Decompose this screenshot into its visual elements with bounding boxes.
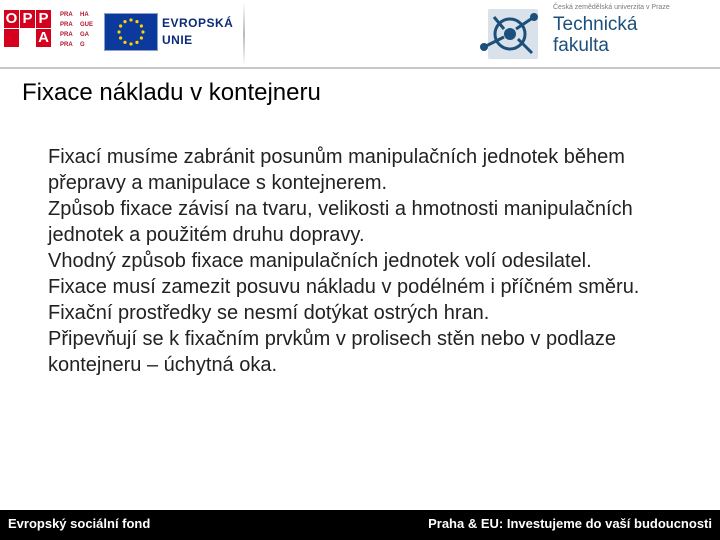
bullet-item: Fixací musíme zabránit posunům manipulačních jednotek během přepravy a manipulace s kontejnerem. xyxy=(48,146,625,194)
bullet-list xyxy=(48,144,708,378)
opp-letter: P xyxy=(36,10,51,28)
bullet-item: Fixační prostředky se nesmí dotýkat ostrých hran. xyxy=(48,302,490,324)
faculty-name-line2: fakulta xyxy=(553,35,609,56)
praha-text: PRA xyxy=(60,12,73,18)
praha-text: G xyxy=(80,42,85,48)
bullet-item: Připevňují se k fixačním prvkům v prolisech stěn nebo v podlaze kontejneru – úchytná oka. xyxy=(48,328,617,376)
opp-letter: A xyxy=(36,29,51,47)
university-name: Česká zemědělská univerzita v Praze xyxy=(553,4,670,11)
faculty-name-line1: Technická xyxy=(553,14,638,35)
faculty-name xyxy=(553,14,638,56)
footer-left-text: Evropský sociální fond xyxy=(8,516,151,531)
bullet-item: Způsob fixace závisí na tvaru, velikosti a hmotnosti manipulačních jednotek a použitém druhu dopravy. xyxy=(48,198,633,246)
praha-text: GA xyxy=(80,32,89,38)
header-divider xyxy=(0,67,720,69)
praha-text: PRA xyxy=(60,32,73,38)
praha-text: GUE xyxy=(80,22,94,28)
bullet-item: Vhodný způsob fixace manipulačních jednotek volí odesilatel. xyxy=(48,250,592,272)
slide-title: Fixace nákladu v kontejneru xyxy=(22,79,321,106)
opp-letter: P xyxy=(20,10,35,28)
opp-block xyxy=(20,29,35,47)
header-separator xyxy=(243,2,245,66)
opp-block xyxy=(4,29,19,47)
eu-label xyxy=(162,15,233,49)
eu-label-line1: EVROPSKÁ xyxy=(162,16,234,30)
eu-flag-icon xyxy=(104,13,158,51)
header xyxy=(0,0,720,68)
praha-text: HA xyxy=(80,12,89,18)
praha-text: PRA xyxy=(60,22,73,28)
footer-bar xyxy=(0,510,720,540)
eu-label-line2: UNIE xyxy=(162,33,193,47)
praha-text: PRA xyxy=(60,42,73,48)
opp-praha-logo xyxy=(4,10,100,54)
tf-emblem-icon xyxy=(474,7,542,61)
bullet-item: Fixace musí zamezit posuvu nákladu v podélném i příčném směru. xyxy=(48,276,640,298)
opp-letter: O xyxy=(5,10,18,27)
footer-right-text: Praha & EU: Investujeme do vaší budoucnosti xyxy=(428,516,712,531)
